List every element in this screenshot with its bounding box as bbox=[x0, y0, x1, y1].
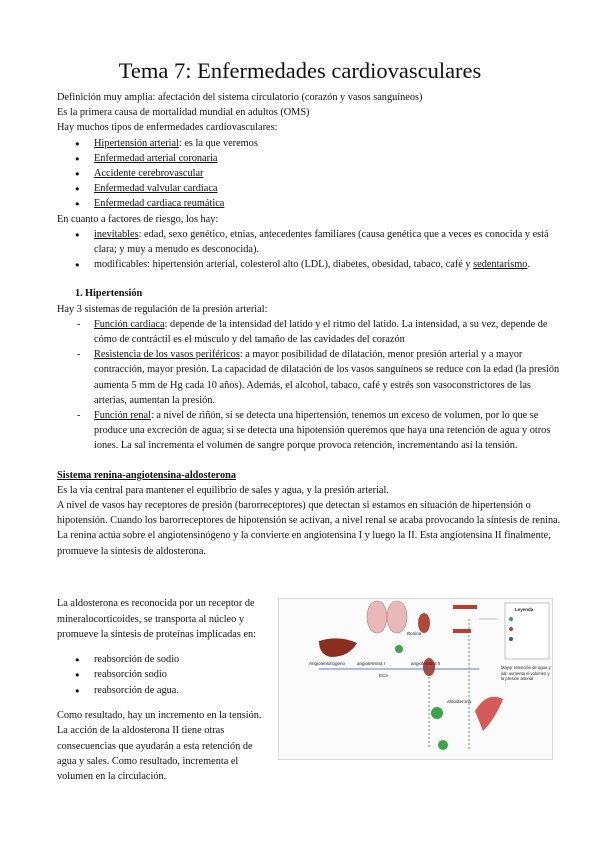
disease-types-list bbox=[57, 136, 562, 212]
list-item: ● modificables: hipertensión arterial, colesterol alto (LDL), diabetes, obesidad, tabaco, café y sedentarismo. bbox=[57, 257, 562, 272]
list-item: ● inevitables: edad, sexo genético, etnias, antecedentes familiares (causa genética que a veces es conocida y está clara; y muy a menudo es desconocida). bbox=[57, 227, 562, 257]
intro-block bbox=[57, 90, 562, 559]
list-item bbox=[57, 196, 562, 211]
types-intro: Hay muchos tipos de enfermedades cardiovasculares: bbox=[57, 122, 278, 134]
list-item: ● reabsorción de agua. bbox=[57, 683, 272, 698]
legend-title: Leyenda bbox=[515, 607, 534, 612]
risk-factors-list bbox=[57, 227, 562, 273]
type-term: Enfermedad valvular cardiaca bbox=[94, 183, 218, 195]
section-intro: Hay 3 sistemas de regulación de la presión arterial: bbox=[57, 303, 268, 315]
raa-title: Sistema renina-angiotensina-aldosterona bbox=[57, 469, 236, 481]
raa-paragraph: Es la vía central para mantener el equilibrio de sales y agua, y la presión arterial. bbox=[57, 484, 389, 496]
type-term: Enfermedad cardiaca reumática bbox=[94, 198, 225, 210]
bar-icon bbox=[453, 605, 477, 609]
type-term: Accidente cerebrovascular bbox=[94, 168, 204, 180]
legend-swatch bbox=[509, 617, 513, 621]
list-item: ● reabsorción sodio bbox=[57, 667, 272, 682]
section-title: Hipertensión bbox=[85, 288, 143, 300]
list-item bbox=[57, 181, 562, 196]
definition-text: Definición muy amplia: afectación del sistema circulatorio (corazón y vasos sanguíneos) bbox=[57, 92, 423, 103]
raas-diagram-svg bbox=[279, 599, 552, 759]
raa-paragraph: La renina actúa sobre el angiotensinógeno y la convierte en angiotensina I y luego la II. Esta angiotensina II finalmente, promueve la síntesis de aldosterona. bbox=[57, 530, 551, 557]
effects-list bbox=[57, 652, 272, 698]
section-heading: 1. Hipertensión bbox=[75, 288, 143, 300]
cell-icon bbox=[431, 707, 443, 719]
aldosterone-block bbox=[57, 586, 272, 794]
system-term: Función renal bbox=[94, 410, 151, 422]
label-angiotensinogen: Angiotensinógeno bbox=[309, 661, 346, 666]
raa-paragraph: Como resultado, hay un incremento en la tensión. La acción de la aldosterona II tiene otras consecuencias que ayudarán a esta retención de agua y sales. Como resultado, incrementa el volumen en la circulación. bbox=[57, 710, 262, 782]
risk-intro: En cuanto a factores de riesgo, los hay: bbox=[57, 213, 219, 225]
raa-paragraph: A nivel de vasos hay receptores de presión (barorreceptores) que detectan si estamos en situación de hipertensión o hipotensión. Cuando los barorreceptores de hipotensión se activan, a nivel renal se acaba provocando la síntesis de renina. bbox=[57, 500, 561, 527]
list-item: - Resistencia de los vasos periféricos: a mayor posibilidad de dilatación, menor presión arterial y a mayor contracción, mayor presión. La capacidad de dilatación de los vasos sanguíneos se reduce con la edad (la presión aumenta 5 mm de Hg cada 10 años). Además, el alcohol, tabaco, café y estrés son vasoconstrictores de las arterias, aumentan la presión. bbox=[57, 347, 562, 408]
diagram-note: Mayor retención de agua y sal: aumenta el volumen y la presión arterial bbox=[501, 665, 551, 681]
raas-diagram bbox=[278, 598, 553, 760]
type-term: Enfermedad arterial coronaria bbox=[94, 152, 218, 164]
lung-right-icon bbox=[387, 601, 407, 633]
system-term: Resistencia de los vasos periféricos bbox=[94, 349, 240, 361]
label-angiotensin-2: angiotensina II bbox=[411, 661, 441, 666]
page-title: Tema 7: Enfermedades cardiovasculares bbox=[118, 58, 482, 83]
list-item: ● reabsorción de sodio bbox=[57, 652, 272, 667]
label-aldosterone: Aldosterona bbox=[447, 699, 472, 704]
raa-paragraph: La aldosterona es reconocida por un receptor de mineralocorticoides, se transporta al núcleo y promueve la síntesis de proteínas implicadas en: bbox=[57, 598, 257, 640]
system-term: Función cardiaca bbox=[94, 318, 165, 330]
list-item: - Función renal: a nivel de riñón, si se detecta una hipertensión, tenemos un exceso de volumen, por lo que se produce una excreción de agua; si se detecta una hipotensión queremos que haya una retención de agua y otros iones. La sal incrementa el volumen de sangre porque provoca retención, incrementando así la tensión. bbox=[57, 408, 562, 454]
label-angiotensin-1: angiotensina I bbox=[357, 661, 386, 666]
first-cause-text: Es la primera causa de mortalidad mundial en adultos (OMS) bbox=[57, 107, 310, 119]
label-ace: ECA bbox=[379, 673, 389, 678]
bar-icon bbox=[453, 629, 471, 633]
cell-icon bbox=[438, 740, 448, 750]
lung-left-icon bbox=[367, 601, 387, 633]
legend-swatch bbox=[509, 637, 513, 641]
liver-icon bbox=[319, 638, 357, 657]
list-item: - Función cardiaca: depende de la intensidad del latido y el ritmo del latido. La intensidad, a su vez, depende de cómo de contráctil es el músculo y del tamaño de las cavidades del corazón bbox=[57, 317, 562, 347]
label-renin: Renina bbox=[407, 631, 422, 636]
vessel-icon bbox=[475, 697, 503, 731]
kidney-icon bbox=[418, 613, 430, 633]
list-item bbox=[57, 166, 562, 181]
type-term: Hipertensión arterial bbox=[94, 137, 179, 149]
list-item bbox=[57, 151, 562, 166]
regulation-systems-list bbox=[57, 317, 562, 454]
cell-icon bbox=[395, 645, 403, 653]
risk-term: sedentarismo bbox=[473, 259, 528, 271]
legend-swatch bbox=[509, 627, 513, 631]
list-item: ● Hipertensión arterial: es la que veremos bbox=[57, 136, 562, 151]
risk-term: inevitables bbox=[94, 228, 139, 240]
